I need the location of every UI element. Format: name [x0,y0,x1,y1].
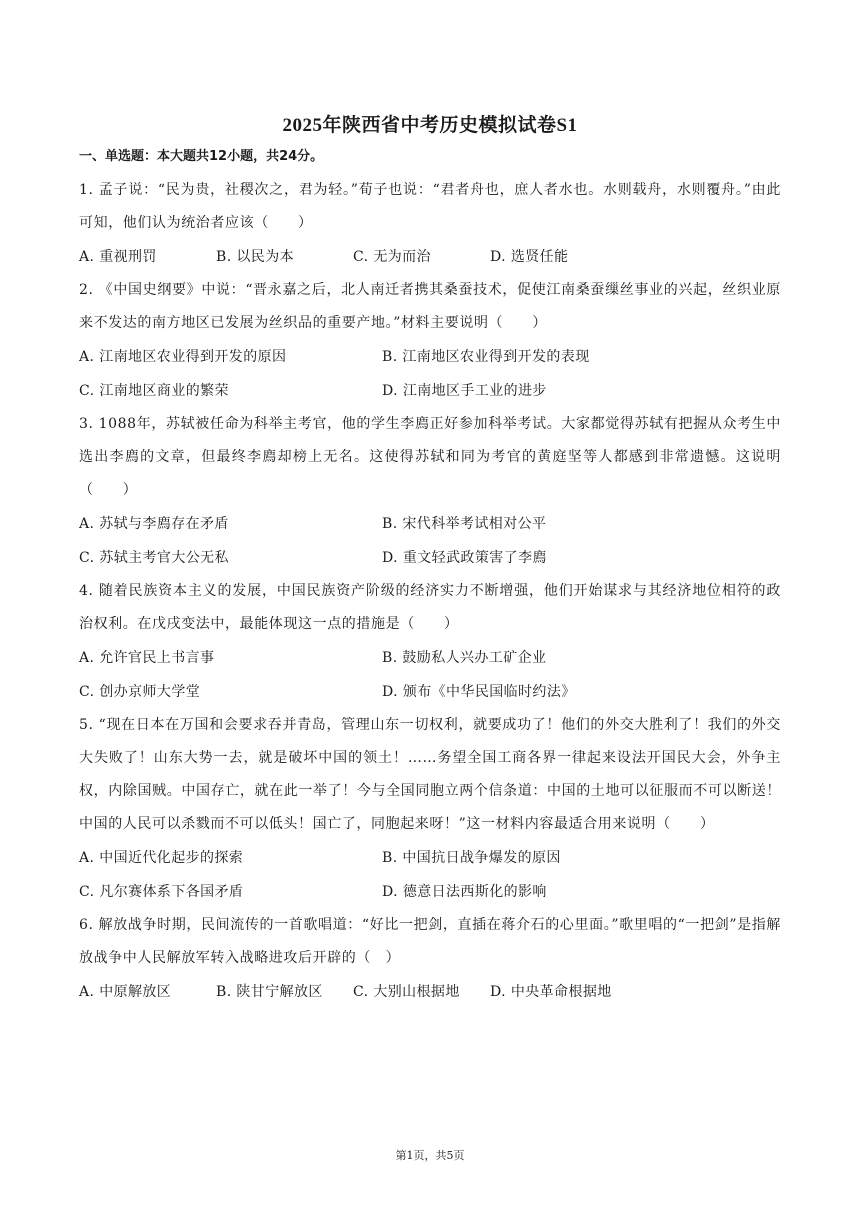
option-c: C. 江南地区商业的繁荣 [79,383,229,399]
question-stem: 6. 解放战争时期，民间流传的一首歌唱道：“好比一把剑，直插在蒋介石的心里面。”歌里唱的“一把剑”是指解放战争中人民解放军转入战略进攻后开辟的（ ） [79,917,781,966]
page-title: 2025年陕西省中考历史模拟试卷S1 [282,115,578,136]
option-a: A. 允许官民上书言事 [79,650,215,666]
question-stem: 1. 孟子说：“民为贵，社稷次之，君为轻。”荀子也说：“君者舟也，庶人者水也。水则载舟，水则覆舟。”由此可知，他们认为统治者应该（ ） [79,182,781,231]
option-b: B. 宋代科举考试相对公平 [382,516,547,532]
question-stem: 5. “现在日本在万国和会要求吞并青岛，管理山东一切权利，就要成功了！他们的外交大胜利了！我们的外交大失败了！山东大势一去，就是破坏中国的领土！……务望全国工商各界一律起来设法开国民大会，外争主权，内除国贼。中国存亡，就在此一举了！今与全国同胞立两个信条道：中国的土地可以征服而不可以断送！中国的人民可以杀戮而不可以低头！国亡了，同胞起来呀！”这一材料内容最适合用来说明（ ） [79,717,781,832]
question-4 [79,575,781,709]
question-1 [79,174,781,274]
option-list [79,841,781,909]
question-stem: 3. 1088年，苏轼被任命为科举主考官，他的学生李廌正好参加科举考试。大家都觉得苏轼有把握从众考生中选出李廌的文章，但最终李廌却榜上无名。这使得苏轼和同为考官的黄庭坚等人都感到非常遗憾。这说明（ ） [79,416,781,498]
option-a: A. 重视刑罚 [79,249,157,265]
option-b: B. 以民为本 [216,249,294,265]
option-c: C. 创办京师大学堂 [79,684,201,700]
option-d: D. 江南地区手工业的进步 [382,383,547,399]
question-3 [79,408,781,575]
option-d: D. 中央革命根据地 [490,984,612,1000]
option-list [79,641,781,709]
option-b: B. 陕甘宁解放区 [216,984,323,1000]
question-5 [79,709,781,909]
option-a: A. 中原解放区 [79,984,172,1000]
option-b: B. 江南地区农业得到开发的表现 [382,349,590,365]
option-list [79,340,781,408]
option-d: D. 选贤任能 [490,249,569,265]
question-6 [79,909,781,1009]
question-2 [79,274,781,408]
option-c: C. 苏轼主考官大公无私 [79,550,229,566]
question-stem: 2. 《中国史纲要》中说：“晋永嘉之后，北人南迁者携其桑蚕技术，促使江南桑蚕缫丝事业的兴起，丝织业原来不发达的南方地区已发展为丝织品的重要产地。”材料主要说明（ ） [79,282,781,331]
option-list [79,975,781,1009]
option-list [79,507,781,575]
section-header: 一、单选题：本大题共12小题，共24分。 [79,149,324,164]
option-c: C. 凡尔赛体系下各国矛盾 [79,884,244,900]
option-list [79,240,781,274]
option-b: B. 中国抗日战争爆发的原因 [382,850,561,866]
question-stem: 4. 随着民族资本主义的发展，中国民族资产阶级的经济实力不断增强，他们开始谋求与其经济地位相符的政治权利。在戊戌变法中，最能体现这一点的措施是（ ） [79,583,781,632]
option-a: A. 苏轼与李廌存在矛盾 [79,516,229,532]
option-a: A. 江南地区农业得到开发的原因 [79,349,287,365]
option-c: C. 无为而治 [353,249,431,265]
option-a: A. 中国近代化起步的探索 [79,850,244,866]
option-d: D. 德意日法西斯化的影响 [382,884,547,900]
option-d: D. 颁布《中华民国临时约法》 [382,684,576,700]
option-c: C. 大别山根据地 [353,984,460,1000]
option-d: D. 重文轻武政策害了李廌 [382,550,547,566]
page-footer: 第1页，共5页 [395,1149,465,1162]
option-b: B. 鼓励私人兴办工矿企业 [382,650,547,666]
